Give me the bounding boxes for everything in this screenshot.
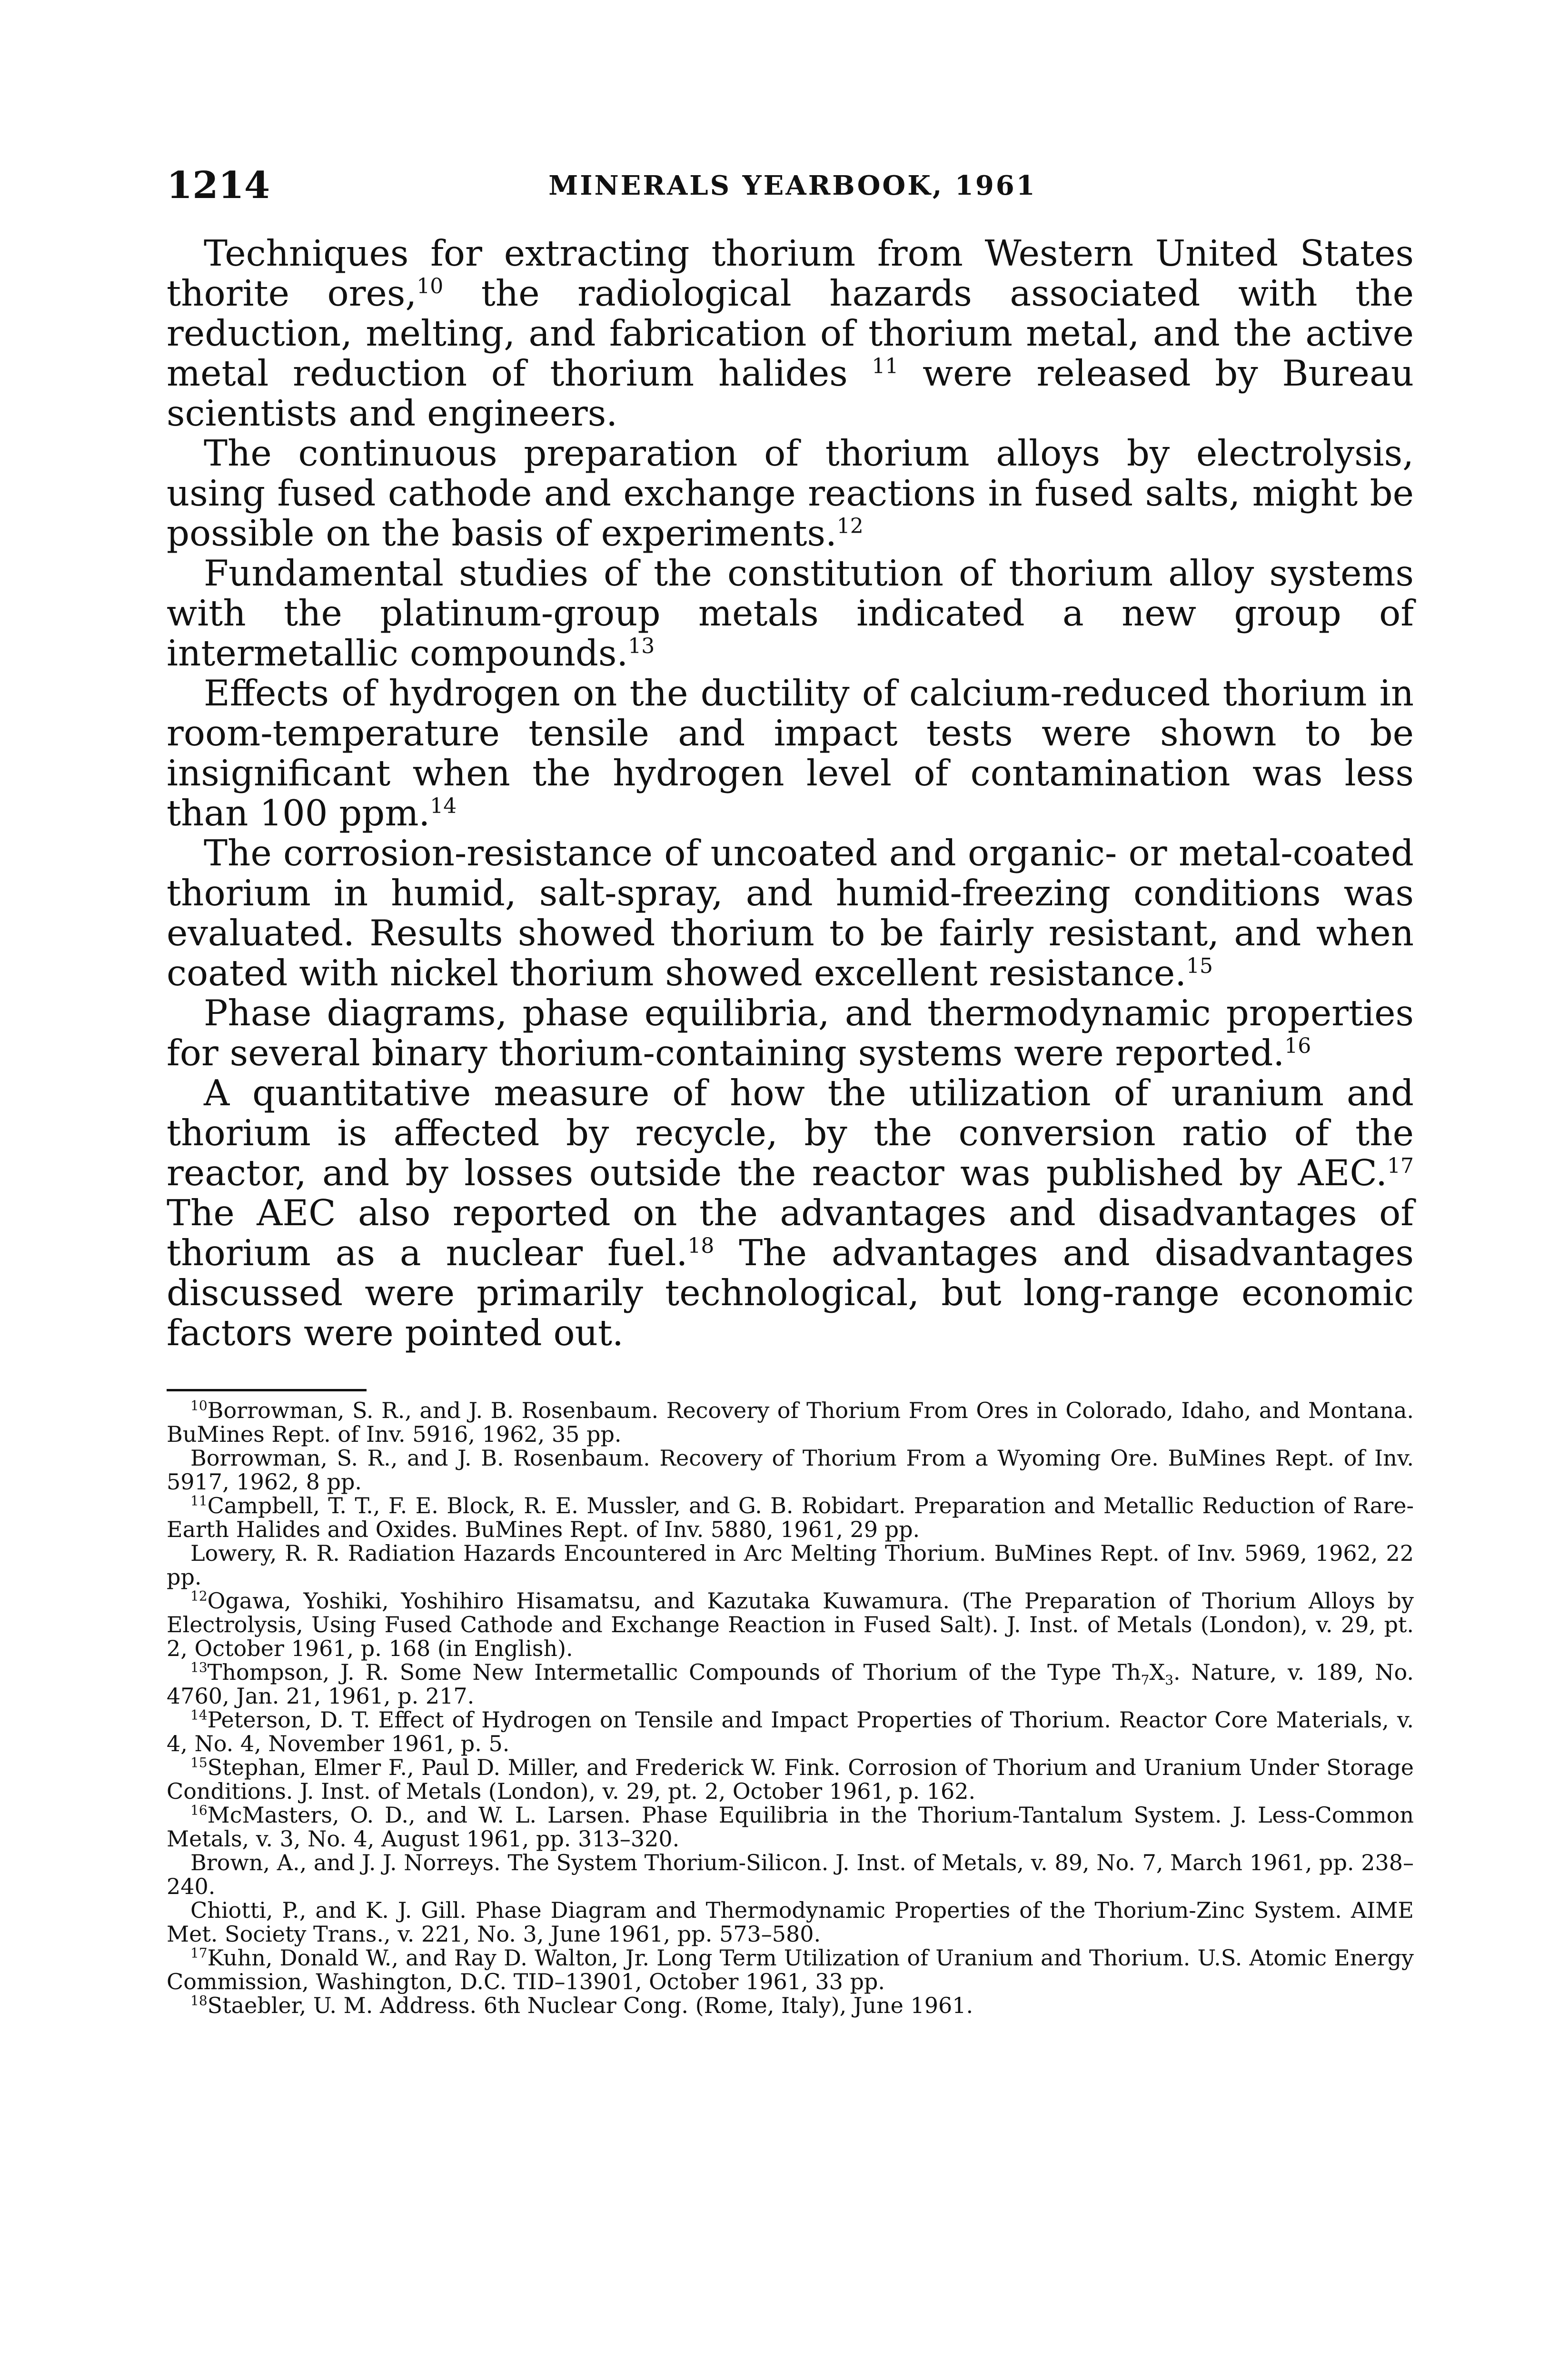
- footnote: [167, 1898, 1414, 1946]
- paragraph: [167, 1073, 1414, 1353]
- footnote-ref: 10: [417, 274, 444, 298]
- footnote-text: . Nature, v. 189, No. 4760, Jan. 21, 1961, p. 217.: [167, 1659, 1414, 1709]
- footnote-text: Borrowman, S. R., and J. B. Rosenbaum. Recovery of Thorium From a Wyoming Ore. BuMines Rept. of Inv. 5917, 1962, 8 pp.: [167, 1445, 1414, 1495]
- paragraph: [167, 993, 1414, 1073]
- page-number: 1214: [167, 164, 270, 207]
- footnote-text: Campbell, T. T., F. E. Block, R. E. Mussler, and G. B. Robidart. Preparation and Metallic Reduction of Rare-Earth Halides and Oxides. BuMines Rept. of Inv. 5880, 1961, 29 pp.: [167, 1493, 1414, 1542]
- footnote: [167, 1494, 1414, 1541]
- footnote: [167, 1660, 1414, 1708]
- paragraph-text: the radiological hazards associated with the reduction, melting, and fabrication of thorium metal, and the active metal reduction of thorium halides: [167, 272, 1414, 394]
- subscript: 7: [1141, 1672, 1150, 1688]
- footnote-number: 15: [190, 1755, 208, 1771]
- footnote-text: Lowery, R. R. Radiation Hazards Encountered in Arc Melting Thorium. BuMines Rept. of Inv. 5969, 1962, 22 pp.: [167, 1540, 1414, 1590]
- footnote-ref: 15: [1186, 954, 1213, 978]
- paragraph-text: A quantitative measure of how the utilization of uranium and thorium is affected by recycle, by the conversion ratio of the reactor, and by losses outside the reactor was published by AEC.: [167, 1072, 1414, 1194]
- footnote-text: Borrowman, S. R., and J. B. Rosenbaum. Recovery of Thorium From Ores in Colorado, Idaho, and Montana. BuMines Rept. of Inv. 5916, 1962, 35 pp.: [167, 1398, 1414, 1447]
- footnotes: [167, 1398, 1414, 2017]
- footnote-text: X: [1149, 1659, 1165, 1685]
- paragraph-text: Effects of hydrogen on the ductility of calcium-reduced thorium in room-temperature tensile and impact tests were shown to be insignificant when the hydrogen level of contamination was less than 100 ppm.: [167, 672, 1414, 834]
- footnote-text: Ogawa, Yoshiki, Yoshihiro Hisamatsu, and Kazutaka Kuwamura. (The Preparation of Thorium Alloys by Electrolysis, Using Fused Cathode and Exchange Reaction in Fused Salt). J. Inst. of Metals (London), v. 29, pt. 2, October 1961, p. 168 (in English).: [167, 1588, 1414, 1661]
- footnote-ref: 13: [628, 634, 655, 658]
- footnote-number: 18: [190, 1993, 208, 2009]
- footnote-text: Staebler, U. M. Address. 6th Nuclear Cong. (Rome, Italy), June 1961.: [207, 1993, 973, 2018]
- footnote-text: Stephan, Elmer F., Paul D. Miller, and Frederick W. Fink. Corrosion of Thorium and Uranium Under Storage Conditions. J. Inst. of Metals (London), v. 29, pt. 2, October 1961, p. 162.: [167, 1755, 1414, 1804]
- footnote-number: 13: [190, 1659, 208, 1676]
- footnote-text: Kuhn, Donald W., and Ray D. Walton, Jr. Long Term Utilization of Uranium and Thorium. U.S. Atomic Energy Commission, Washington, D.C. TID–13901, October 1961, 33 pp.: [167, 1945, 1414, 1994]
- footnote-ref: 18: [687, 1234, 715, 1258]
- paragraph-text: Techniques for extracting thorium from Western United States thorite ores,: [167, 232, 1414, 314]
- paragraph-text: The corrosion-resistance of uncoated and organic- or metal-coated thorium in humid, salt-spray, and humid-freezing conditions was evaluated. Results showed thorium to be fairly resistant, and when coated with nickel thorium showed excellent resistance.: [167, 832, 1414, 994]
- footnote: [167, 1398, 1414, 1446]
- footnote: [167, 1803, 1414, 1851]
- footnote: [167, 1708, 1414, 1755]
- footnote-number: 12: [190, 1588, 208, 1604]
- footnote-number: 11: [190, 1493, 208, 1509]
- running-title: MINERALS YEARBOOK, 1961: [548, 170, 1037, 201]
- paragraph: [167, 233, 1414, 433]
- footnote-ref: 17: [1387, 1154, 1414, 1178]
- footnote: [167, 1541, 1414, 1589]
- footnote-ref: 11: [872, 354, 899, 378]
- paragraph: [167, 433, 1414, 553]
- footnote-text: McMasters, O. D., and W. L. Larsen. Phase Equilibria in the Thorium-Tantalum System. J. Less-Common Metals, v. 3, No. 4, August 1961, pp. 313–320.: [167, 1802, 1414, 1852]
- footnote-ref: 12: [836, 514, 864, 538]
- footnote-text: Chiotti, P., and K. J. Gill. Phase Diagram and Thermodynamic Properties of the Thorium-Zinc System. AIME Met. Society Trans., v. 221, No. 3, June 1961, pp. 573–580.: [167, 1897, 1414, 1947]
- page-header: [167, 157, 1419, 214]
- paragraph: [167, 673, 1414, 833]
- subscript: 3: [1165, 1672, 1174, 1688]
- paragraph: [167, 553, 1414, 673]
- paragraph-text: The AEC also reported on the advantages and disadvantages of thorium as a nuclear fuel.: [167, 1192, 1414, 1274]
- footnote-number: 10: [190, 1398, 208, 1414]
- footnote-text: Brown, A., and J. J. Norreys. The System Thorium-Silicon. J. Inst. of Metals, v. 89, No. 7, March 1961, pp. 238–240.: [167, 1850, 1414, 1899]
- footnote: [167, 1851, 1414, 1898]
- paragraph-text: were released by Bureau scientists and engineers.: [167, 352, 1414, 434]
- footnote: [167, 1755, 1414, 1803]
- footnote-text: Thompson, J. R. Some New Intermetallic Compounds of Thorium of the Type Th: [207, 1659, 1141, 1685]
- footnote: [167, 1589, 1414, 1660]
- footnote-divider: [167, 1389, 367, 1391]
- footnote-ref: 14: [430, 794, 457, 818]
- paragraph-text: Phase diagrams, phase equilibria, and thermodynamic properties for several binary thorium-containing systems were reported.: [167, 992, 1414, 1074]
- footnote-number: 14: [190, 1707, 208, 1723]
- footnote: [167, 1993, 1414, 2017]
- footnote-ref: 16: [1284, 1034, 1311, 1058]
- footnote-number: 16: [190, 1802, 208, 1818]
- paragraph-text: The advantages and disadvantages discussed were primarily technological, but long-range economic factors were pointed out.: [167, 1232, 1414, 1354]
- paragraph: [167, 833, 1414, 993]
- footnote: [167, 1946, 1414, 1993]
- paragraph-text: The continuous preparation of thorium alloys by electrolysis, using fused cathode and exchange reactions in fused salts, might be possible on the basis of experiments.: [167, 432, 1414, 554]
- paragraph-text: Fundamental studies of the constitution of thorium alloy systems with the platinum-group metals indicated a new group of intermetallic compounds.: [167, 552, 1414, 674]
- footnote-number: 17: [190, 1945, 208, 1961]
- body-text: [167, 233, 1414, 1353]
- footnote-text: Peterson, D. T. Effect of Hydrogen on Tensile and Impact Properties of Thorium. Reactor Core Materials, v. 4, No. 4, November 1961, p. 5.: [167, 1707, 1414, 1756]
- footnote: [167, 1446, 1414, 1494]
